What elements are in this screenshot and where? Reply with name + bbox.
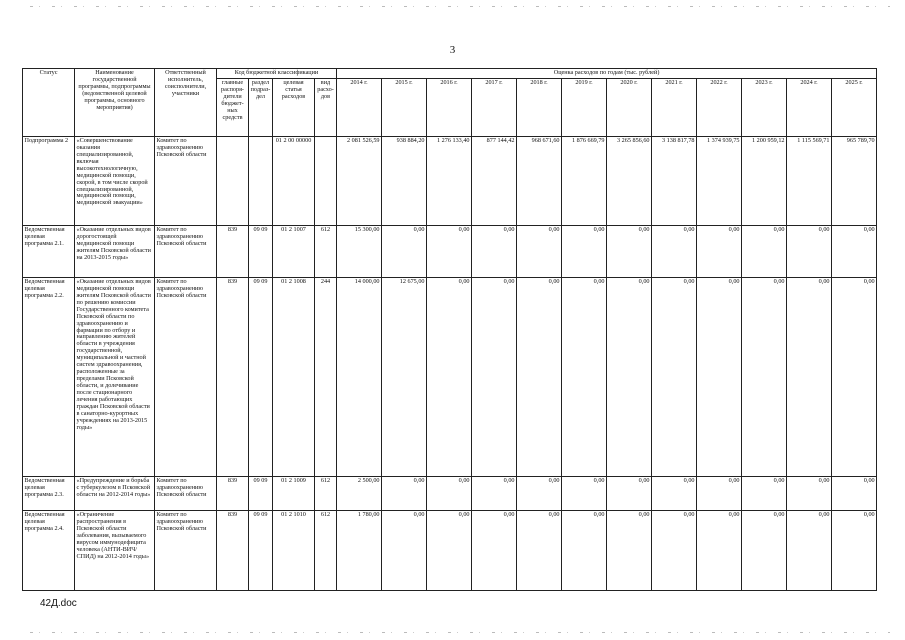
header-year: 2016 г. [427,78,472,136]
cell-executor: Комитет по здравоохранению Псковской области [155,510,217,590]
cell-status: Ведомственная целевая программа 2.1. [23,225,75,277]
cell-executor: Комитет по здравоохранению Псковской области [155,225,217,277]
cell-vr: 612 [315,476,337,510]
cell-value: 0,00 [652,476,697,510]
cell-vr [315,136,337,225]
header-year: 2014 г. [337,78,382,136]
cell-value: 0,00 [472,225,517,277]
cell-name: «Ограничение распространения в Псковской области заболевания, вызываемого вирусом иммунодефицита человека (АНТИ-ВИЧ/СПИД) на 2012-2014 годы» [75,510,155,590]
cell-value: 0,00 [697,277,742,476]
cell-value: 0,00 [697,225,742,277]
cell-gr: 839 [217,277,249,476]
cell-value: 0,00 [517,510,562,590]
cell-value: 0,00 [517,277,562,476]
cell-executor: Комитет по здравоохранению Псковской области [155,476,217,510]
header-name: Наименование государственной программы, подпрограммы (ведомственной целевой программы, основного мероприятия) [75,69,155,137]
cell-status: Ведомственная целевая программа 2.3. [23,476,75,510]
header-executor: Ответственный исполнитель, соисполнители, участники [155,69,217,137]
budget-table [22,68,877,591]
cell-name: «Оказание отдельных видов дорогостоящей медицинской помощи жителям Псковской области на 2013-2015 годы» [75,225,155,277]
header-years-group: Оценка расходов по годам (тыс. рублей) [337,69,877,79]
document-filename: 42Д.doc [40,598,77,609]
header-year: 2020 г. [607,78,652,136]
page-number: 3 [449,44,456,56]
header-year: 2022 г. [697,78,742,136]
header-year: 2018 г. [517,78,562,136]
scan-artifact-top [30,6,890,7]
cell-status: Ведомственная целевая программа 2.2. [23,277,75,476]
cell-value: 0,00 [742,510,787,590]
cell-value: 0,00 [517,225,562,277]
cell-name: «Оказание отдельных видов медицинской помощи жителям Псковской области по решению комиссии Государственного комитета Псковской области по здравоохранению и фармации по отбору и направлению жителей области в учреждения государственной, муниципальной и частной систем здравоохранения, расположенные за пределами Псковской области, и долечивание после стационарного лечения работающих граждан Псковской области в санаторно-курортных учреждениях на 2013-2015 годы» [75,277,155,476]
cell-value: 0,00 [382,510,427,590]
table-row-program-2-1 [23,225,877,277]
table-row-subprogram-2 [23,136,877,225]
header-year: 2017 г. [472,78,517,136]
header-year: 2021 г. [652,78,697,136]
cell-value: 0,00 [832,510,877,590]
cell-value: 0,00 [562,476,607,510]
cell-gr: 839 [217,225,249,277]
cell-value: 0,00 [472,510,517,590]
cell-value: 0,00 [562,225,607,277]
cell-value: 0,00 [382,476,427,510]
cell-executor: Комитет по здравоохранению Псковской области [155,136,217,225]
cell-value: 0,00 [787,277,832,476]
cell-value: 0,00 [517,476,562,510]
cell-value: 1 276 133,40 [427,136,472,225]
cell-value: 12 675,00 [382,277,427,476]
header-budget-code: Код бюджетной классификации [217,69,337,79]
cell-value: 0,00 [742,225,787,277]
cell-value: 0,00 [652,225,697,277]
cell-rz [249,136,273,225]
cell-value: 965 789,70 [832,136,877,225]
cell-value: 877 144,42 [472,136,517,225]
header-rz: раздел подраз-дел [249,78,273,136]
cell-vr: 612 [315,510,337,590]
cell-rz: 09 09 [249,476,273,510]
cell-value: 0,00 [427,225,472,277]
header-year: 2024 г. [787,78,832,136]
cell-status: Подпрограмма 2 [23,136,75,225]
cell-value: 0,00 [742,476,787,510]
cell-executor: Комитет по здравоохранению Псковской области [155,277,217,476]
cell-value: 1 374 939,75 [697,136,742,225]
cell-value: 0,00 [652,510,697,590]
cell-gr: 839 [217,510,249,590]
cell-csr: 01 2 1010 [273,510,315,590]
cell-gr: 839 [217,476,249,510]
cell-value: 938 884,20 [382,136,427,225]
cell-value: 0,00 [427,510,472,590]
cell-value: 0,00 [742,277,787,476]
cell-status: Ведомственная целевая программа 2.4. [23,510,75,590]
cell-rz: 09 09 [249,225,273,277]
cell-value: 0,00 [562,510,607,590]
cell-value: 15 300,00 [337,225,382,277]
cell-csr: 01 2 1009 [273,476,315,510]
header-gr: главные распоря-дители бюджет-ных средств [217,78,249,136]
cell-value: 1 876 669,79 [562,136,607,225]
cell-value: 0,00 [427,277,472,476]
cell-value: 1 115 569,71 [787,136,832,225]
cell-rz: 09 09 [249,510,273,590]
header-csr: целевая статья расходов [273,78,315,136]
cell-value: 0,00 [427,476,472,510]
cell-value: 0,00 [832,277,877,476]
cell-value: 2 500,00 [337,476,382,510]
cell-value: 0,00 [787,510,832,590]
cell-csr: 01 2 1008 [273,277,315,476]
cell-name: «Совершенствование оказания специализированной, включая высокотехнологичную, медицинской помощи, скорой, в том числе скорой специализированной, медицинской помощи, медицинской эвакуации» [75,136,155,225]
cell-value: 0,00 [652,277,697,476]
cell-value: 2 081 526,59 [337,136,382,225]
cell-value: 0,00 [472,476,517,510]
cell-name: «Предупреждение и борьба с туберкулезом в Псковской области на 2012-2014 годы» [75,476,155,510]
cell-vr: 244 [315,277,337,476]
cell-value: 1 780,00 [337,510,382,590]
cell-value: 0,00 [697,510,742,590]
cell-value: 968 671,60 [517,136,562,225]
header-status: Статус [23,69,75,137]
cell-value: 1 200 959,12 [742,136,787,225]
table-row-program-2-3 [23,476,877,510]
cell-value: 0,00 [607,277,652,476]
table-row-program-2-4 [23,510,877,590]
header-year: 2015 г. [382,78,427,136]
table-row-program-2-2 [23,277,877,476]
cell-value: 3 265 856,60 [607,136,652,225]
cell-csr: 01 2 1007 [273,225,315,277]
cell-value: 0,00 [787,476,832,510]
header-year: 2019 г. [562,78,607,136]
cell-value: 0,00 [832,225,877,277]
cell-value: 0,00 [607,225,652,277]
cell-value: 0,00 [562,277,607,476]
cell-value: 14 000,00 [337,277,382,476]
header-year: 2025 г. [832,78,877,136]
header-vr: вид расхо-дов [315,78,337,136]
cell-value: 0,00 [832,476,877,510]
cell-value: 3 138 817,78 [652,136,697,225]
cell-value: 0,00 [787,225,832,277]
cell-vr: 612 [315,225,337,277]
cell-value: 0,00 [607,510,652,590]
scan-artifact-bottom [30,632,890,633]
cell-value: 0,00 [472,277,517,476]
cell-value: 0,00 [697,476,742,510]
cell-rz: 09 09 [249,277,273,476]
cell-gr [217,136,249,225]
cell-csr: 01 2 00 00000 [273,136,315,225]
header-year: 2023 г. [742,78,787,136]
cell-value: 0,00 [382,225,427,277]
cell-value: 0,00 [607,476,652,510]
